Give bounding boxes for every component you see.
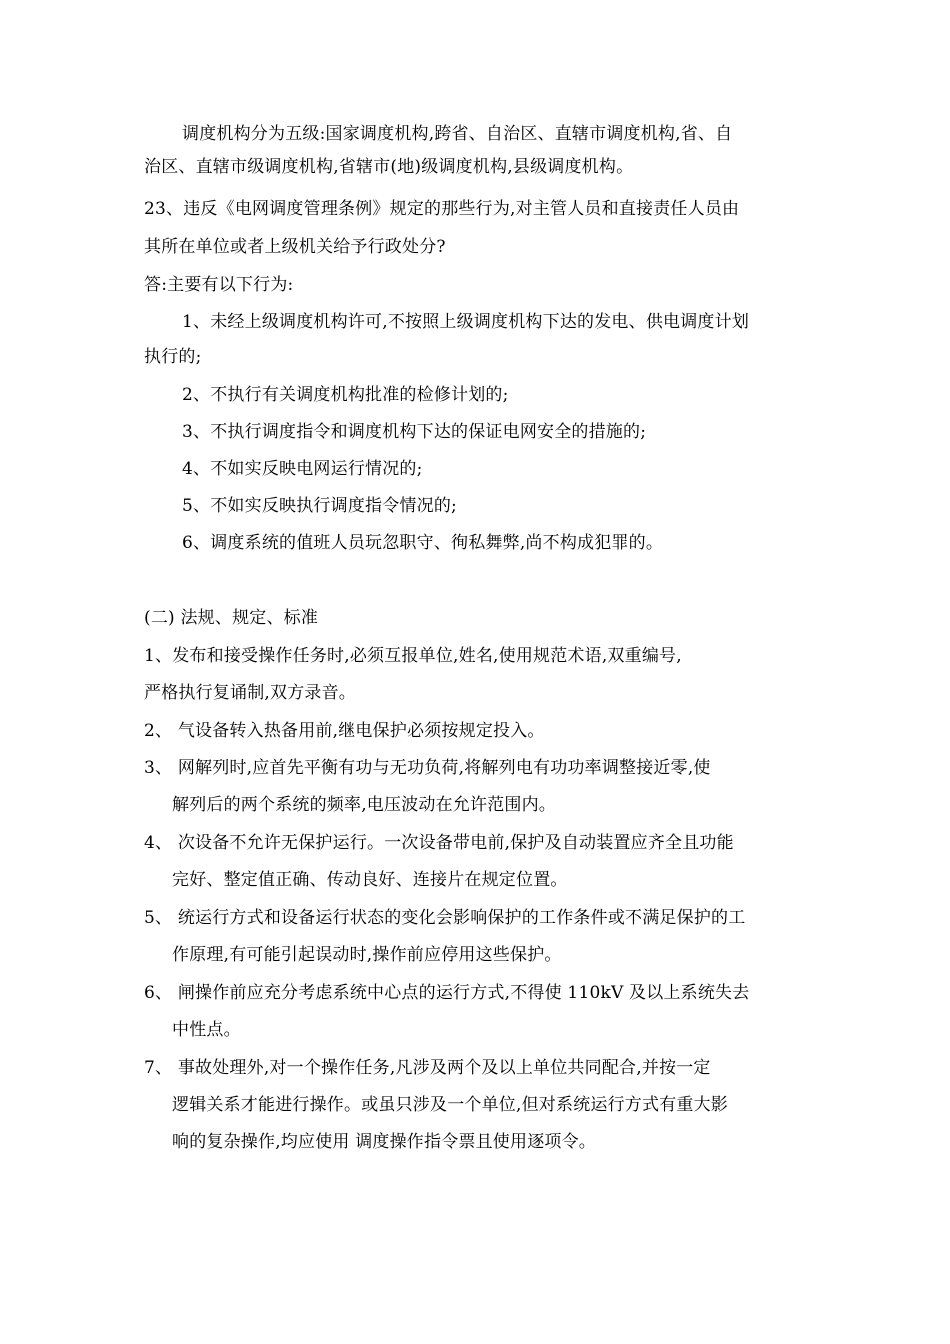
rule-3-line-2: 解列后的两个系统的频率,电压波动在允许范围内。	[172, 795, 557, 815]
item-3: 3、不执行调度指令和调度机构下达的保证电网安全的措施的;	[182, 422, 647, 442]
rule-7-line-2: 逻辑关系才能进行操作。或虽只涉及一个单位,但对系统运行方式有重大影	[172, 1095, 729, 1115]
rule-6-line-2: 中性点。	[172, 1020, 241, 1040]
intro-line-1: 调度机构分为五级:国家调度机构,跨省、自治区、直辖市调度机构,省、自	[182, 124, 733, 144]
rule-3-line-1: 3、 网解列时,应首先平衡有功与无功负荷,将解列电有功功率调整接近零,使	[144, 758, 711, 778]
section-heading: (二) 法规、规定、标准	[144, 608, 319, 628]
rule-7-line-3: 响的复杂操作,均应使用 调度操作指令票且使用逐项令。	[172, 1132, 597, 1152]
rule-1-line-2: 严格执行复诵制,双方录音。	[144, 683, 357, 703]
rule-5-line-1: 5、 统运行方式和设备运行状态的变化会影响保护的工作条件或不满足保护的工	[144, 908, 746, 928]
rule-4-line-2: 完好、整定值正确、传动良好、连接片在规定位置。	[172, 870, 568, 890]
rule-2: 2、 气设备转入热备用前,继电保护必须按规定投入。	[144, 721, 545, 741]
rule-7-line-1: 7、 事故处理外,对一个操作任务,凡涉及两个及以上单位共同配合,并按一定	[144, 1058, 711, 1078]
item-4: 4、不如实反映电网运行情况的;	[182, 459, 423, 479]
item-1-line-2: 执行的;	[144, 347, 202, 367]
item-6: 6、调度系统的值班人员玩忽职守、徇私舞弊,尚不构成犯罪的。	[182, 533, 664, 553]
question-line-1: 23、违反《电网调度管理条例》规定的那些行为,对主管人员和直接责任人员由	[144, 199, 740, 219]
rule-4-line-1: 4、 次设备不允许无保护运行。一次设备带电前,保护及自动装置应齐全且功能	[144, 833, 734, 853]
item-1-line-1: 1、未经上级调度机构许可,不按照上级调度机构下达的发电、供电调度计划	[182, 312, 750, 332]
rule-6-line-1: 6、 闸操作前应充分考虑系统中心点的运行方式,不得使 110kV 及以上系统失去	[144, 983, 750, 1003]
rule-1-line-1: 1、发布和接受操作任务时,必须互报单位,姓名,使用规范术语,双重编号,	[144, 646, 682, 666]
question-line-2: 其所在单位或者上级机关给予行政处分?	[144, 237, 446, 257]
rule-5-line-2: 作原理,有可能引起误动时,操作前应停用这些保护。	[172, 945, 562, 965]
intro-line-2: 治区、直辖市级调度机构,省辖市(地)级调度机构,县级调度机构。	[144, 157, 634, 177]
answer-line: 答:主要有以下行为:	[144, 275, 294, 295]
item-5: 5、不如实反映执行调度指令情况的;	[182, 496, 457, 516]
item-2: 2、不执行有关调度机构批准的检修计划的;	[182, 385, 509, 405]
